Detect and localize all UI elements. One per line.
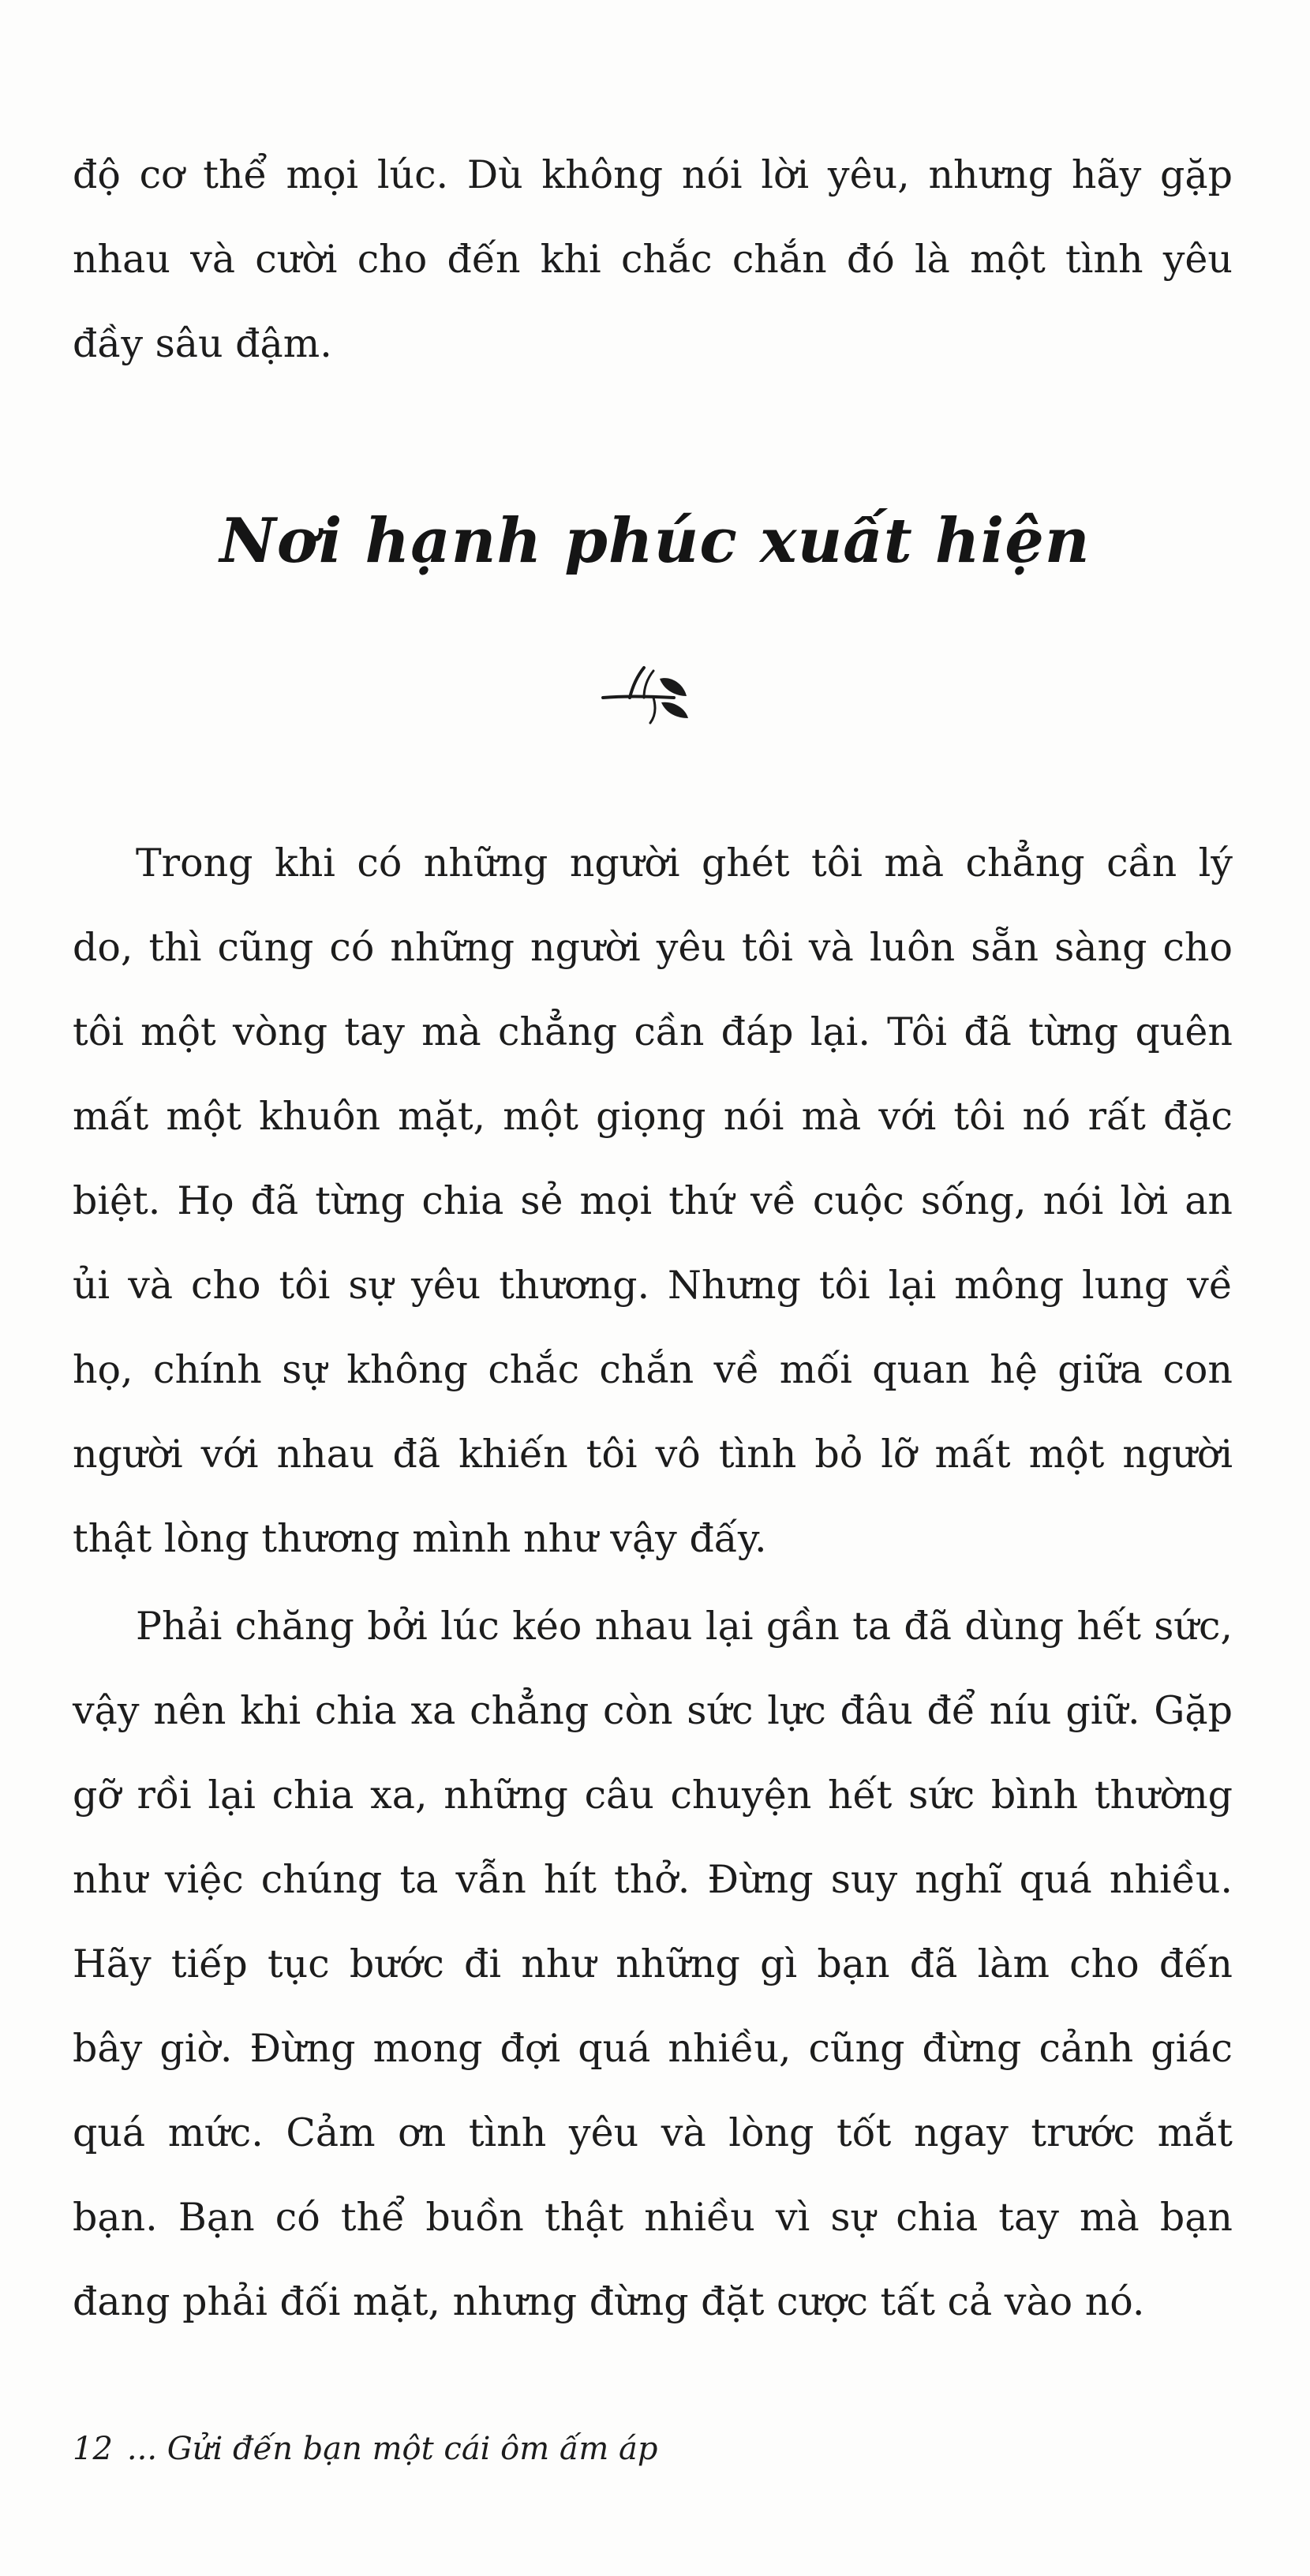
paragraph-two xyxy=(73,1584,1233,2344)
text-line: mất một khuôn mặt, một giọng nói mà với tôi nó rất đặc xyxy=(73,1094,1233,1139)
text-line: đang phải đối mặt, nhưng đừng đặt cược tất cả vào nó. xyxy=(73,2279,1145,2324)
text-line: do, thì cũng có những người yêu tôi và luôn sẵn sàng cho xyxy=(73,925,1233,970)
text-line: Hãy tiếp tục bước đi như những gì bạn đã làm cho đến xyxy=(73,1941,1233,1986)
running-title: ... Gửi đến bạn một cái ôm ấm áp xyxy=(126,2431,658,2467)
text-line: vậy nên khi chia xa chẳng còn sức lực đâu để níu giữ. Gặp xyxy=(73,1688,1233,1733)
text-line: biệt. Họ đã từng chia sẻ mọi thứ về cuộc sống, nói lời an xyxy=(73,1178,1233,1223)
text-line: người với nhau đã khiến tôi vô tình bỏ lỡ mất một người xyxy=(73,1432,1233,1477)
text-line: quá mức. Cảm ơn tình yêu và lòng tốt ngay trước mắt xyxy=(73,2110,1233,2155)
page-number: 12 xyxy=(73,2431,113,2467)
text-line: như việc chúng ta vẫn hít thở. Đừng suy nghĩ quá nhiều. xyxy=(73,1857,1233,1902)
text-line: gỡ rồi lại chia xa, những câu chuyện hết sức bình thường xyxy=(73,1773,1233,1818)
text-line: ủi và cho tôi sự yêu thương. Nhưng tôi lại mông lung về xyxy=(73,1263,1233,1308)
paragraph-one xyxy=(73,821,1233,1581)
text-line: họ, chính sự không chắc chắn về mối quan hệ giữa con xyxy=(73,1347,1233,1392)
text-line: Trong khi có những người ghét tôi mà chẳng cần lý xyxy=(136,841,1233,886)
text-line: độ cơ thể mọi lúc. Dù không nói lời yêu, nhưng hãy gặp xyxy=(73,152,1233,197)
text-line: bây giờ. Đừng mong đợi quá nhiều, cũng đừng cảnh giác xyxy=(73,2026,1233,2071)
text-line: Phải chăng bởi lúc kéo nhau lại gần ta đã dùng hết sức, xyxy=(136,1604,1233,1649)
page-footer xyxy=(73,2431,658,2467)
text-line: đầy sâu đậm. xyxy=(73,321,332,366)
leaf-flourish-icon xyxy=(598,661,701,724)
text-line: tôi một vòng tay mà chẳng cần đáp lại. Tôi đã từng quên xyxy=(73,1009,1233,1054)
intro-paragraph xyxy=(73,133,1233,386)
text-line: thật lòng thương mình như vậy đấy. xyxy=(73,1516,767,1561)
section-heading: Nơi hạnh phúc xuất hiện xyxy=(219,505,1091,577)
text-line: bạn. Bạn có thể buồn thật nhiều vì sự chia tay mà bạn xyxy=(73,2195,1233,2240)
text-line: nhau và cười cho đến khi chắc chắn đó là một tình yêu xyxy=(73,237,1233,282)
